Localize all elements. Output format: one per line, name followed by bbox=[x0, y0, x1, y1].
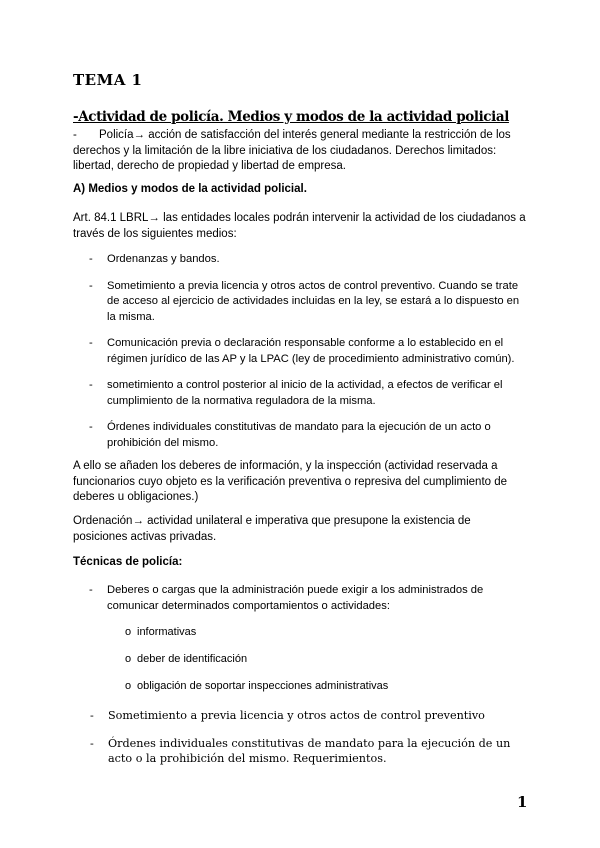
list-item-text: sometimiento a control posterior al inicio de la actividad, a efectos de verificar el cumplimiento de la normativa reguladora de la misma. bbox=[107, 379, 503, 407]
list-dash: - bbox=[90, 736, 94, 750]
list-item bbox=[90, 736, 528, 767]
tecnicas-first-list bbox=[89, 583, 527, 614]
list-dash: - bbox=[89, 379, 93, 391]
circle-bullet-icon: o bbox=[125, 626, 132, 638]
list-dash: - bbox=[89, 584, 93, 596]
list-item-text: Órdenes individuales constitutivas de mandato para la ejecución de un acto o prohibición del mismo. bbox=[107, 421, 491, 449]
page-title: TEMA 1 bbox=[73, 71, 143, 89]
list-item-text: Comunicación previa o declaración responsable conforme a lo establecido en el régimen jurídico de las AP y la LPAC (ley de procedimiento administrativo común). bbox=[107, 337, 515, 365]
sub-list bbox=[125, 625, 517, 706]
list-item-text: Órdenes individuales constitutivas de mandato para la ejecución de un acto o la prohibición del mismo. Requerimientos. bbox=[108, 736, 511, 765]
section-heading: -Actividad de policía. Medios y modos de la actividad policial bbox=[73, 109, 509, 125]
page-number: 1 bbox=[517, 793, 528, 811]
intro-text: Policía→ acción de satisfacción del interés general mediante la restricción de los derechos y la limitación de la libre iniciativa de los ciudadanos. Derechos limitados: libertad, derecho de propiedad y libertad de empresa. bbox=[73, 129, 511, 172]
list-dash: - bbox=[90, 709, 94, 722]
list-dash: - bbox=[89, 421, 93, 433]
ordenacion-paragraph: Ordenación→ actividad unilateral e imperativa que presupone la existencia de posiciones activas privadas. bbox=[73, 515, 471, 543]
sub-list-item-text: deber de identificación bbox=[137, 653, 248, 665]
list-dash: - bbox=[89, 337, 93, 349]
sub-list-item bbox=[125, 652, 517, 667]
medios-list bbox=[89, 252, 527, 462]
list-dash: - bbox=[89, 253, 93, 265]
intro-paragraph bbox=[73, 128, 533, 175]
list-item bbox=[89, 279, 527, 326]
list-item-text: Deberes o cargas que la administración puede exigir a los administrados de comunicar determinados comportamientos o actividades: bbox=[107, 584, 484, 612]
list-dash: - bbox=[89, 279, 93, 292]
list-item-text: Sometimiento a previa licencia y otros actos de control preventivo. Cuando se trate de acceso al ejercicio de actividades incluidas en la ley, se estará a lo dispuesto en la misma. bbox=[107, 279, 520, 323]
article-paragraph: Art. 84.1 LBRL→ las entidades locales podrán intervenir la actividad de los ciudadanos a través de los siguientes medios: bbox=[73, 212, 526, 240]
list-item-text: Sometimiento a previa licencia y otros actos de control preventivo bbox=[108, 709, 485, 722]
list-item-text: Ordenanzas y bandos. bbox=[107, 253, 220, 265]
circle-bullet-icon: o bbox=[125, 680, 132, 692]
list-item bbox=[89, 583, 527, 614]
list-item bbox=[90, 708, 528, 724]
list-item bbox=[89, 378, 527, 409]
tecnicas-heading: Técnicas de policía: bbox=[73, 556, 183, 568]
list-item bbox=[89, 252, 527, 268]
subsection-heading-a: A) Medios y modos de la actividad policial. bbox=[73, 183, 307, 195]
sub-list-item-text: obligación de soportar inspecciones administrativas bbox=[137, 680, 389, 692]
sub-list-item bbox=[125, 679, 517, 694]
sub-list-item-text: informativas bbox=[137, 626, 197, 638]
list-item bbox=[89, 336, 527, 367]
list-item bbox=[89, 420, 527, 451]
intro-dash: - bbox=[73, 129, 77, 141]
circle-bullet-icon: o bbox=[125, 653, 132, 665]
sub-list-item bbox=[125, 625, 517, 640]
deberes-paragraph: A ello se añaden los deberes de información, y la inspección (actividad reservada a funcionarios cuyo objeto es la verificación preventiva o represiva del cumplimiento de deberes u obligaciones.) bbox=[73, 460, 508, 503]
tecnicas-rest-list bbox=[90, 708, 528, 779]
